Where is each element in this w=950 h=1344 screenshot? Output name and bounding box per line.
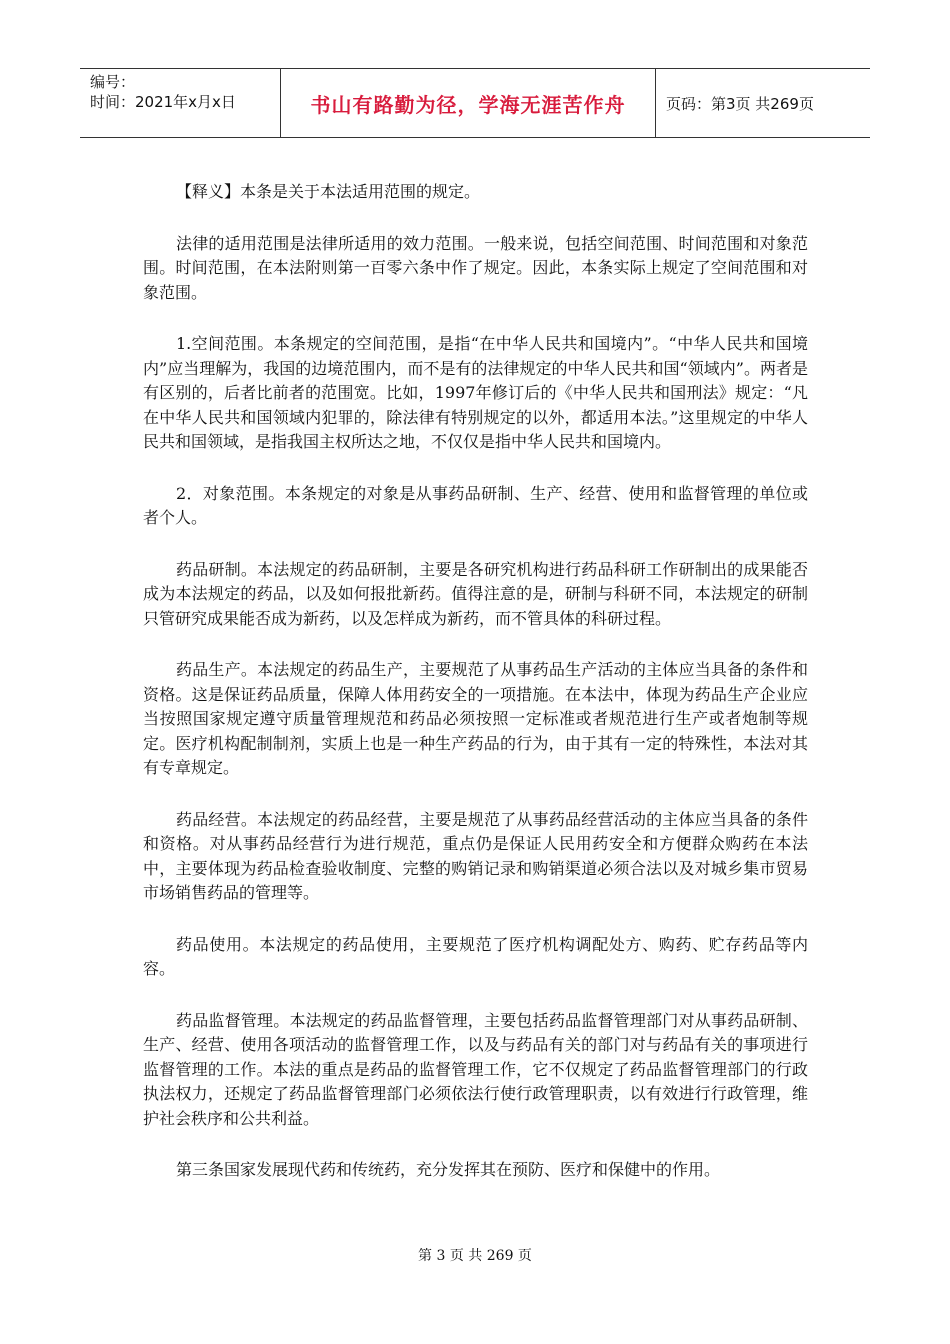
page-footer: 第 3 页 共 269 页 — [418, 1248, 532, 1264]
paragraph-drug-production: 药品生产。本法规定的药品生产，主要规范了从事药品生产活动的主体应当具备的条件和资格。这是保证药品质量，保障人体用药安全的一项措施。在本法中，体现为药品生产企业应当按照国家规定遵守质量管理规范和药品必须按照一定标准或者规范进行生产或者炮制等规定。医疗机构配制制剂，实质上也是一种生产药品的行为，由于其有一定的特殊性，本法对其有专章规定。 — [143, 660, 808, 777]
paragraph-spatial-scope: 1.空间范围。本条规定的空间范围，是指“在中华人民共和国境内”。“中华人民共和国境内”应当理解为，我国的边境范围内，而不是有的法律规定的中华人民共和国“领域内”。两者是有区别的，后者比前者的范围宽。比如，1997年修订后的《中华人民共和国刑法》规定：“凡在中华人民共和国领域内犯罪的，除法律有特别规定的以外，都适用本法。”这里规定的中华人民共和国领域，是指我国主权所达之地，不仅仅是指中华人民共和国境内。 — [143, 334, 808, 451]
paragraph-scope-intro: 法律的适用范围是法律所适用的效力范围。一般来说，包括空间范围、时间范围和对象范围。时间范围，在本法附则第一百零六条中作了规定。因此，本条实际上规定了空间范围和对象范围。 — [143, 233, 808, 302]
document-time-label: 时间：2021年x月x日 — [90, 93, 236, 111]
paragraph-drug-supervision: 药品监督管理。本法规定的药品监督管理，主要包括药品监督管理部门对从事药品研制、生产、经营、使用各项活动的监督管理工作，以及与药品有关的部门对与药品有关的事项进行监督管理的工作。本法的重点是药品的监督管理工作，它不仅规定了药品监督管理部门的行政执法权力，还规定了药品监督管理部门必须依法行使行政管理职责，以有效进行行政管理，维护社会秩序和公共利益。 — [143, 1010, 808, 1128]
paragraph-drug-use: 药品使用。本法规定的药品使用，主要规范了医疗机构调配处方、购药、贮存药品等内容。 — [143, 934, 808, 978]
paragraph-drug-research: 药品研制。本法规定的药品研制，主要是各研究机构进行药品科研工作研制出的成果能否成为本法规定的药品，以及如何报批新药。值得注意的是，研制与科研不同，本法规定的研制只管研究成果能否成为新药，以及怎样成为新药，而不管具体的科研过程。 — [143, 559, 808, 628]
paragraph-interpretation: 【释义】本条是关于本法适用范围的规定。 — [176, 182, 481, 201]
paragraph-object-scope: 2．对象范围。本条规定的对象是从事药品研制、生产、经营、使用和监督管理的单位或者个人。 — [143, 483, 808, 527]
document-number-label: 编号： — [90, 73, 136, 91]
page-header — [80, 68, 870, 138]
header-motto: 书山有路勤为径，学海无涯苦作舟 — [281, 69, 656, 137]
header-page-number: 页码：第3页 共269页 — [666, 94, 814, 113]
paragraph-article-three: 第三条国家发展现代药和传统药，充分发挥其在预防、医疗和保健中的作用。 — [176, 1160, 721, 1179]
header-meta — [80, 69, 281, 137]
paragraph-drug-business: 药品经营。本法规定的药品经营，主要是规范了从事药品经营活动的主体应当具备的条件和资格。对从事药品经营行为进行规范，重点仍是保证人民用药安全和方便群众购药在本法中，主要体现为药品检查验收制度、完整的购销记录和购销渠道必须合法以及对城乡集市贸易市场销售药品的管理等。 — [143, 809, 808, 902]
document-body — [143, 180, 808, 1210]
